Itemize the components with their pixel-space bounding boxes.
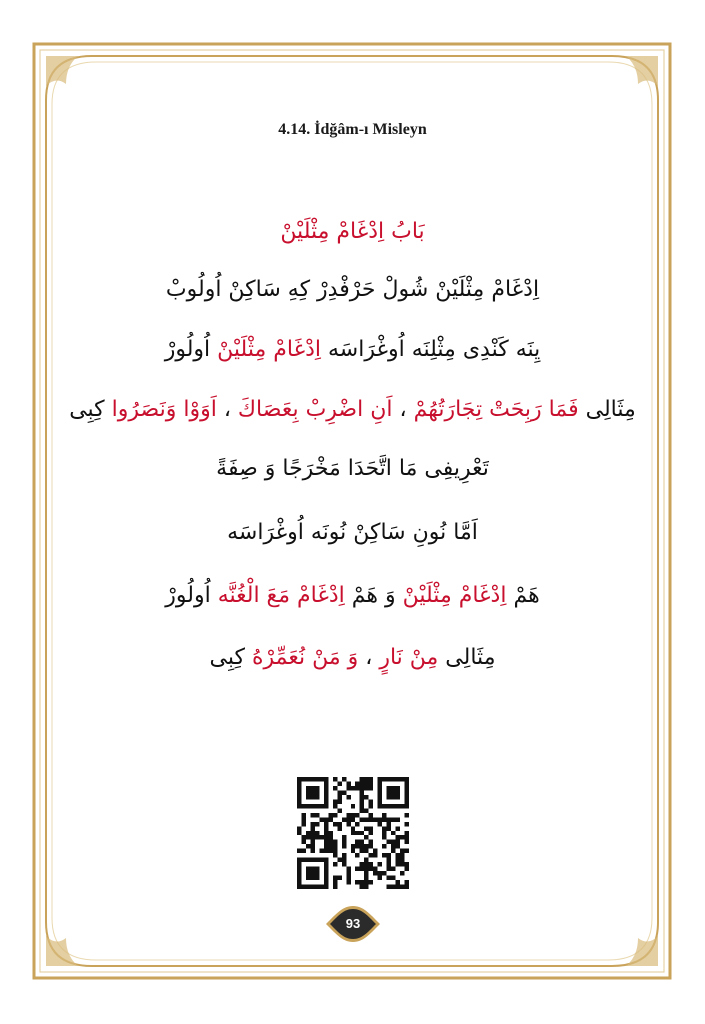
highlighted-term: فَمَا رَبِحَتْ تِجَارَتُهُمْ xyxy=(413,397,579,422)
highlighted-term: بَابُ اِدْغَامْ مِثْلَيْنْ xyxy=(280,219,425,244)
highlighted-term: اِدْغَامْ مَعَ الْغُنَّه xyxy=(217,583,345,608)
highlighted-term: مِنْ نَارٍ xyxy=(379,645,439,670)
verse-line-7 xyxy=(60,576,645,616)
verse-text: وَ هَمْ xyxy=(344,583,403,608)
highlighted-term: اِدْغَامْ مِثْلَيْنْ xyxy=(217,337,321,362)
verse-text: هَمْ xyxy=(506,583,540,608)
verse-line-3 xyxy=(60,330,645,370)
highlighted-term: وَ مَنْ نُعَمِّرْهُ xyxy=(251,645,359,670)
highlighted-term: اَوَوْا وَنَصَرُوا xyxy=(111,397,217,422)
verse-text: يِنَه كَنْدِى مِثْلِنَه اُوغْرَاسَه xyxy=(320,337,541,362)
verse-text: اُولُورْ xyxy=(165,583,218,608)
verse-line-8 xyxy=(60,638,645,678)
verse-line-6 xyxy=(60,513,645,553)
section-title: 4.14. İdğâm-ı Misleyn xyxy=(278,121,427,138)
verse-text: تَعْرِيفِى مَا اتَّحَدَا مَخْرَجًا وَ صِفَةً xyxy=(216,456,489,481)
verse-text: اَمَّا نُونِ سَاكِنْ نُونَه اُوغْرَاسَه xyxy=(227,520,478,545)
verse-text: كِبِى xyxy=(69,397,112,422)
verse-line-5 xyxy=(60,449,645,489)
page-number: 93 xyxy=(345,916,361,931)
highlighted-term: اِدْغَامْ مِثْلَيْنْ xyxy=(402,583,507,608)
verse-text: كِبِى xyxy=(209,645,252,670)
verse-text: اِدْغَامْ مِثْلَيْنْ شُولْ حَرْفْدِرْ كِهِ سَاكِنْ اُولُوبْ xyxy=(165,277,540,302)
verse-text: ، xyxy=(216,397,238,422)
verse-text: مِثَالِى xyxy=(438,645,496,670)
verse-line-2 xyxy=(60,270,645,310)
verse-text: ، xyxy=(392,397,414,422)
verse-line-4 xyxy=(60,390,645,430)
verse-line-1 xyxy=(60,212,645,252)
highlighted-term: اَنِ اضْرِبْ بِعَصَاكَ xyxy=(237,397,393,422)
qr-code[interactable] xyxy=(297,777,409,889)
verse-text: مِثَالِى xyxy=(578,397,636,422)
verse-text: اُولُورْ xyxy=(164,337,218,362)
verse-text: ، xyxy=(358,645,380,670)
